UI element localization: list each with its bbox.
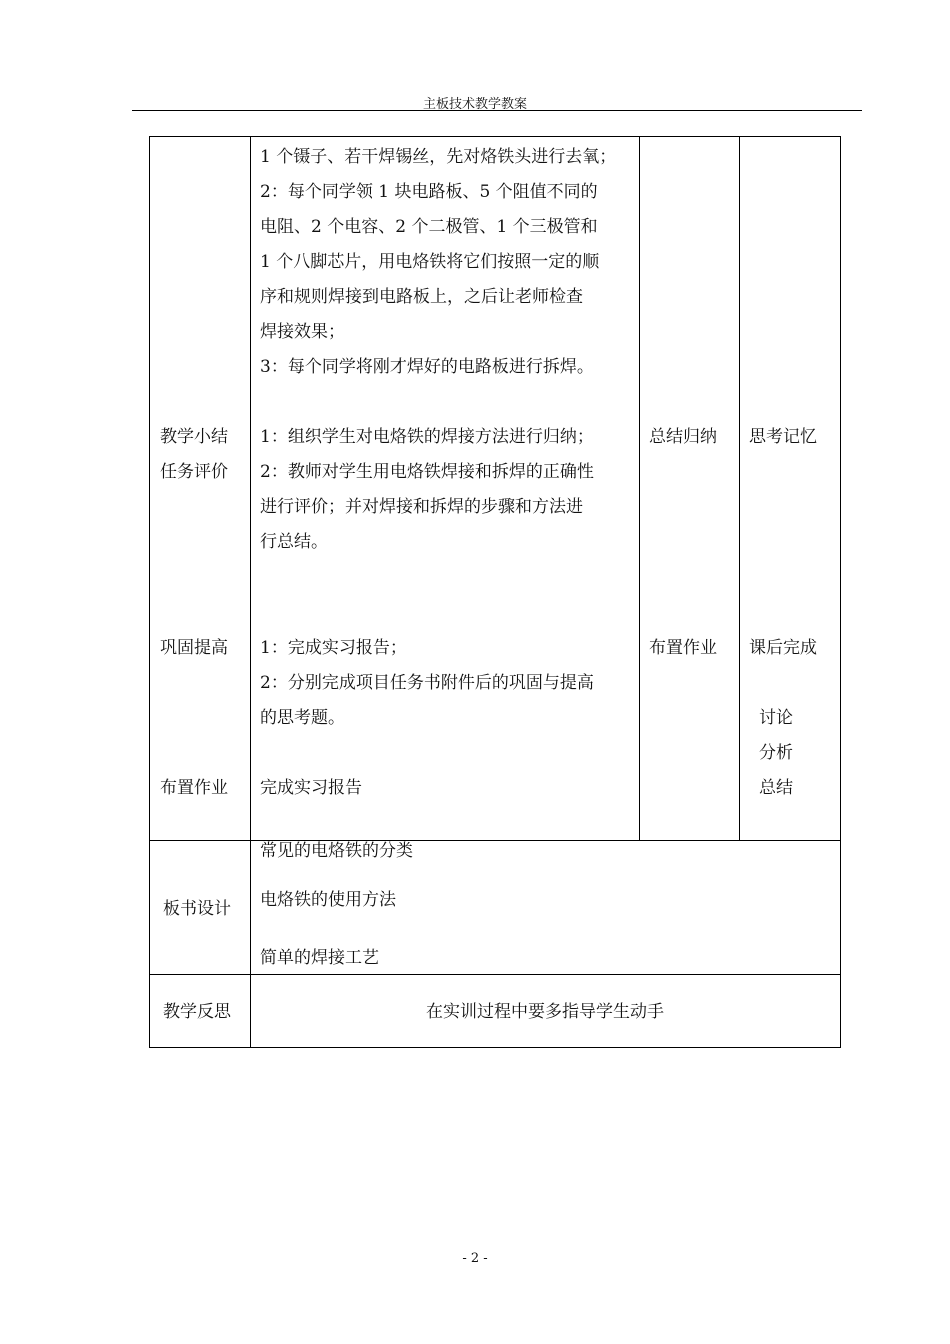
board-line: 常见的电烙铁的分类 bbox=[260, 841, 413, 861]
summary-label: 任务评价 bbox=[160, 462, 228, 482]
table-divider bbox=[739, 136, 740, 841]
reflection-label: 教学反思 bbox=[163, 1002, 231, 1022]
content-line: 1 个镊子、若干焊锡丝，先对烙铁头进行去氧； bbox=[260, 147, 617, 167]
consolidate-line: 2：分别完成项目任务书附件后的巩固与提高 bbox=[260, 673, 594, 693]
content-line: 1 个八脚芯片，用电烙铁将它们按照一定的顺 bbox=[260, 252, 600, 272]
board-line: 电烙铁的使用方法 bbox=[260, 890, 396, 910]
board-label: 板书设计 bbox=[163, 899, 231, 919]
summary-label: 教学小结 bbox=[160, 427, 228, 447]
consolidate-label: 巩固提高 bbox=[160, 638, 228, 658]
board-line: 简单的焊接工艺 bbox=[260, 948, 379, 968]
student-activity: 总结 bbox=[759, 778, 793, 798]
summary-line: 行总结。 bbox=[260, 532, 328, 552]
consolidate-line: 1：完成实习报告； bbox=[260, 638, 407, 658]
content-line: 序和规则焊接到电路板上，之后让老师检查 bbox=[260, 287, 583, 307]
teacher-activity: 总结归纳 bbox=[649, 427, 717, 447]
reflection-content: 在实训过程中要多指导学生动手 bbox=[426, 1002, 664, 1022]
table-divider bbox=[149, 974, 841, 975]
table-divider bbox=[149, 840, 841, 841]
homework-label: 布置作业 bbox=[160, 778, 228, 798]
content-line: 2：每个同学领 1 块电路板、5 个阻值不同的 bbox=[260, 182, 598, 202]
page-header-title: 主板技术教学教案 bbox=[422, 97, 527, 112]
header-rule bbox=[132, 110, 862, 111]
page-number: - 2 - bbox=[462, 1251, 488, 1266]
content-line: 焊接效果； bbox=[260, 322, 345, 342]
content-line: 电阻、2 个电容、2 个二极管、1 个三极管和 bbox=[260, 217, 598, 237]
student-activity: 分析 bbox=[759, 743, 793, 763]
student-activity: 课后完成 bbox=[749, 638, 817, 658]
summary-line: 1：组织学生对电烙铁的焊接方法进行归纳； bbox=[260, 427, 594, 447]
teacher-activity: 布置作业 bbox=[649, 638, 717, 658]
summary-line: 2：教师对学生用电烙铁焊接和拆焊的正确性 bbox=[260, 462, 594, 482]
student-activity: 思考记忆 bbox=[749, 427, 817, 447]
table-divider bbox=[250, 136, 251, 1048]
homework-content: 完成实习报告 bbox=[260, 778, 362, 798]
summary-line: 进行评价；并对焊接和拆焊的步骤和方法进 bbox=[260, 497, 583, 517]
content-line: 3：每个同学将刚才焊好的电路板进行拆焊。 bbox=[260, 357, 594, 377]
student-activity: 讨论 bbox=[759, 708, 793, 728]
table-divider bbox=[639, 136, 640, 841]
consolidate-line: 的思考题。 bbox=[260, 708, 345, 728]
